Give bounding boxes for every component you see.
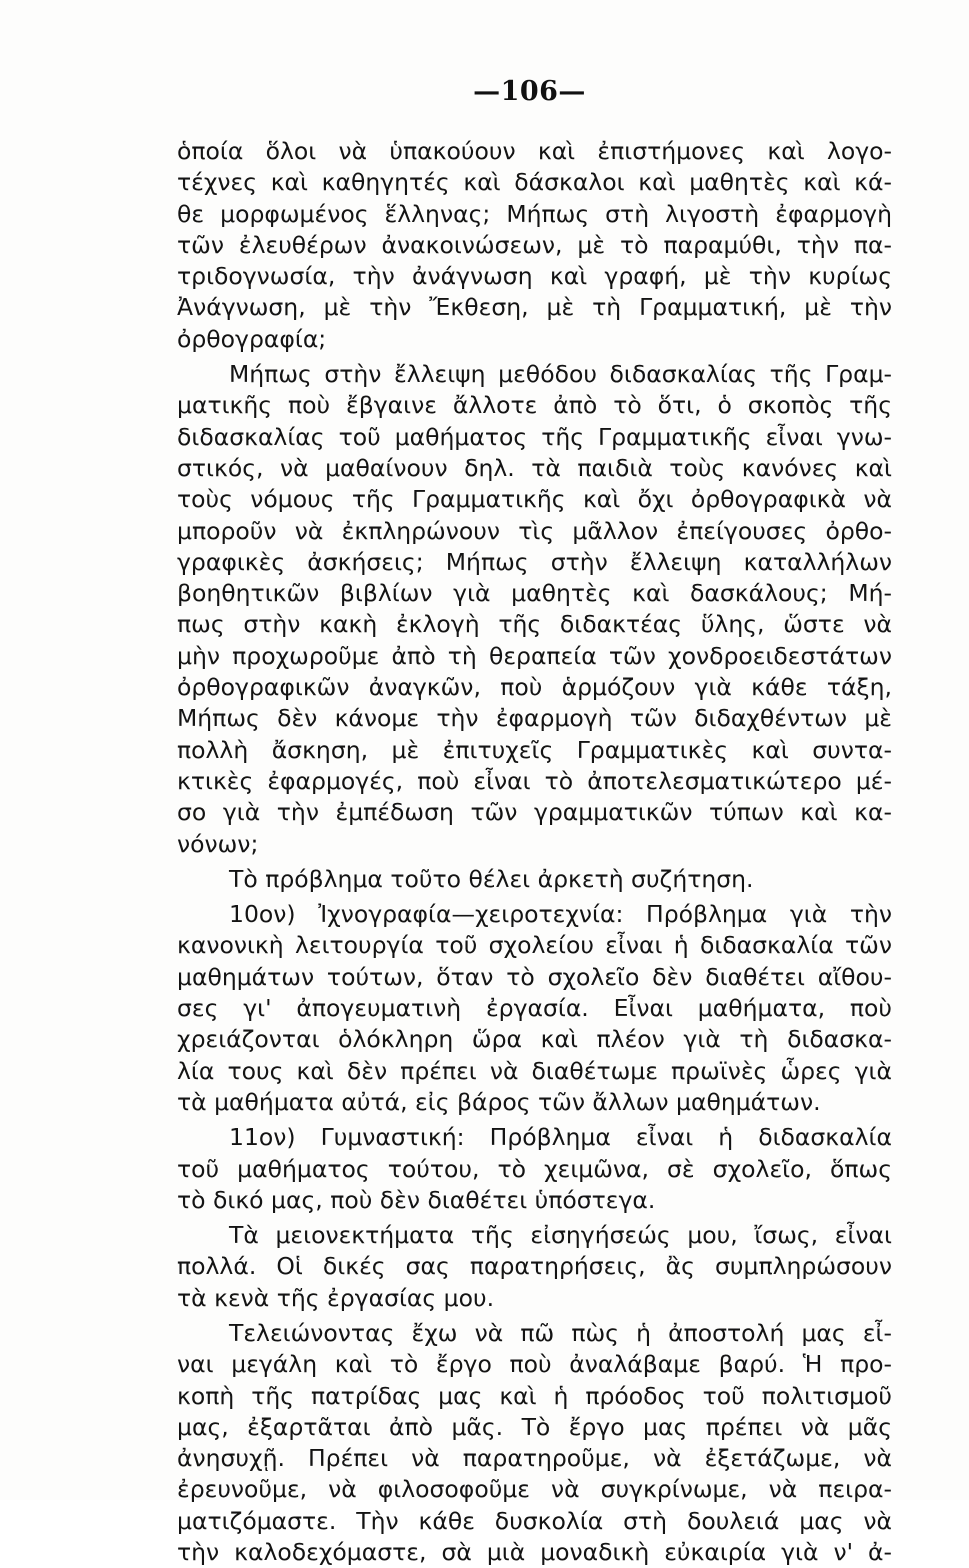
text-line: τὴν καλοδεχόμαστε, σὰ μιὰ μοναδικὴ εὐκαιρία γιὰ ν' ἀ- [177,1538,892,1567]
text-line: μαθημάτων τούτων, ὅταν τὸ σχολεῖο δὲν διαθέτει αἴθου- [177,962,892,991]
text-line: ὀρθογραφία; [177,324,327,353]
text-line: τὸ δικό μας, ποὺ δὲν διαθέτει ὑπόστεγα. [177,1185,656,1214]
text-line: πολλά. Οἱ δικές σας παρατηρήσεις, ἂς συμπληρώσουν [177,1252,892,1281]
text-line: τῶν ἐλευθέρων ἀνακοινώσεων, μὲ τὸ παραμύθι, τὴν πα- [177,230,892,259]
text-line: Τελειώνοντας ἔχω νὰ πῶ πὼς ἡ ἀποστολή μας εἶ- [229,1318,892,1347]
text-line: χρειάζονται ὁλόκληρη ὥρα καὶ πλέον γιὰ τὴ διδασκα- [177,1025,892,1054]
page-number: —106— [473,76,586,107]
text-line: Τὰ μειονεκτήματα τῆς εἰσηγήσεώς μου, ἴσως, εἶναι [229,1221,892,1250]
text-line: νόνων; [177,829,259,858]
text-line: τοῦ μαθήματος τούτου, τὸ χειμῶνα, σὲ σχολεῖο, ὅπως [177,1154,892,1183]
text-line: 11ον) Γυμναστική: Πρόβλημα εἶναι ἡ διδασκαλία [229,1123,892,1152]
text-line: ἐρευνοῦμε, νὰ φιλοσοφοῦμε νὰ συγκρίνωμε, νὰ πειρα- [177,1475,892,1504]
text-line: τριδογνωσία, τὴν ἀνάγνωση καὶ γραφή, μὲ τὴν κυρίως [177,262,892,291]
text-line: ὀρθογραφικῶν ἀναγκῶν, ποὺ ἁρμόζουν γιὰ κάθε τάξη, [177,673,892,702]
text-line: κτικὲς ἐφαρμογές, ποὺ εἶναι τὸ ἀποτελεσματικώτερο μέ- [177,766,892,795]
body-text [177,136,892,1568]
text-line: γραφικὲς ἀσκήσεις; Μήπως στὴν ἔλλειψη καταλλήλων [177,547,892,576]
text-line: σες γι' ἀπογευματινὴ ἐργασία. Εἶναι μαθήματα, ποὺ [177,994,892,1023]
text-line: ματιζόμαστε. Τὴν κάθε δυσκολία στὴ δουλειά μας νὰ [177,1506,892,1535]
text-line: ματικῆς ποὺ ἔβγαινε ἄλλοτε ἀπὸ τὸ ὅτι, ὁ σκοπὸς τῆς [177,391,892,420]
text-line: Ἀνάγνωση, μὲ τὴν Ἔκθεση, μὲ τὴ Γραμματική, μὲ τὴν [177,293,892,322]
text-line: στικός, νὰ μαθαίνουν δηλ. τὰ παιδιὰ τοὺς κανόνες καὶ [177,453,892,482]
text-line: μας, ἐξαρτᾶται ἀπὸ μᾶς. Τὸ ἔργο μας πρέπει νὰ μᾶς [177,1412,892,1441]
text-line: θε μορφωμένος ἕλληνας; Μήπως στὴ λιγοστὴ ἐφαρμογὴ [177,199,892,228]
text-line: κανονικὴ λειτουργία τοῦ σχολείου εἶναι ἡ διδασκαλία τῶν [177,931,892,960]
text-line: πολλὴ ἄσκηση, μὲ ἐπιτυχεῖς Γραμματικὲς καὶ συντα- [177,735,892,764]
text-line: ναι μεγάλη καὶ τὸ ἔργο ποὺ ἀναλάβαμε βαρύ. Ἡ προ- [177,1350,892,1379]
text-line: σο γιὰ τὴν ἐμπέδωση τῶν γραμματικῶν τύπων καὶ κα- [177,798,892,827]
text-line: πως στὴν κακὴ ἐκλογὴ τῆς διδακτέας ὕλης, ὥστε νὰ [177,610,892,639]
text-line: ὁποία ὅλοι νὰ ὑπακούουν καὶ ἐπιστήμονες καὶ λογο- [177,137,892,165]
text-line: 10ον) Ἰχνογραφία—χειροτεχνία: Πρόβλημα γιὰ τὴν [229,900,892,929]
text-line: τέχνες καὶ καθηγητές καὶ δάσκαλοι καὶ μαθητὲς καὶ κά- [177,168,892,197]
text-line: Μήπως δὲν κάνομε τὴν ἐφαρμογὴ τῶν διδαχθέντων μὲ [177,704,892,733]
text-line: διδασκαλίας τοῦ μαθήματος τῆς Γραμματικῆς εἶναι γνω- [177,422,892,451]
text-line: βοηθητικῶν βιβλίων γιὰ μαθητὲς καὶ δασκάλους; Μή- [177,579,892,608]
text-line: κοπὴ τῆς πατρίδας μας καὶ ἡ πρόοδος τοῦ πολιτισμοῦ [177,1381,892,1410]
text-line: λία τους καὶ δὲν πρέπει νὰ διαθέτωμε πρωϊνὲς ὧρες γιὰ [177,1056,892,1085]
text-line: Τὸ πρόβλημα τοῦτο θέλει ἀρκετὴ συζήτηση. [229,864,754,893]
text-line: τὰ μαθήματα αὐτά, εἰς βάρος τῶν ἄλλων μαθημάτων. [177,1087,821,1116]
text-line: τὰ κενὰ τῆς ἐργασίας μου. [177,1283,495,1312]
text-line: μποροῦν νὰ ἐκπληρώνουν τὶς μᾶλλον ἐπείγουσες ὀρθο- [177,516,892,545]
text-line: Μήπως στὴν ἔλλειψη μεθόδου διδασκαλίας τῆς Γραμ- [229,360,892,389]
text-line: τοὺς νόμους τῆς Γραμματικῆς καὶ ὄχι ὀρθογραφικὰ νὰ [177,485,892,514]
text-line: μὴν προχωροῦμε ἀπὸ τὴ θεραπεία τῶν χονδροειδεστάτων [177,641,892,670]
text-line: ἀνησυχῇ. Πρέπει νὰ παρατηροῦμε, νὰ ἐξετάζωμε, νὰ [177,1444,892,1473]
